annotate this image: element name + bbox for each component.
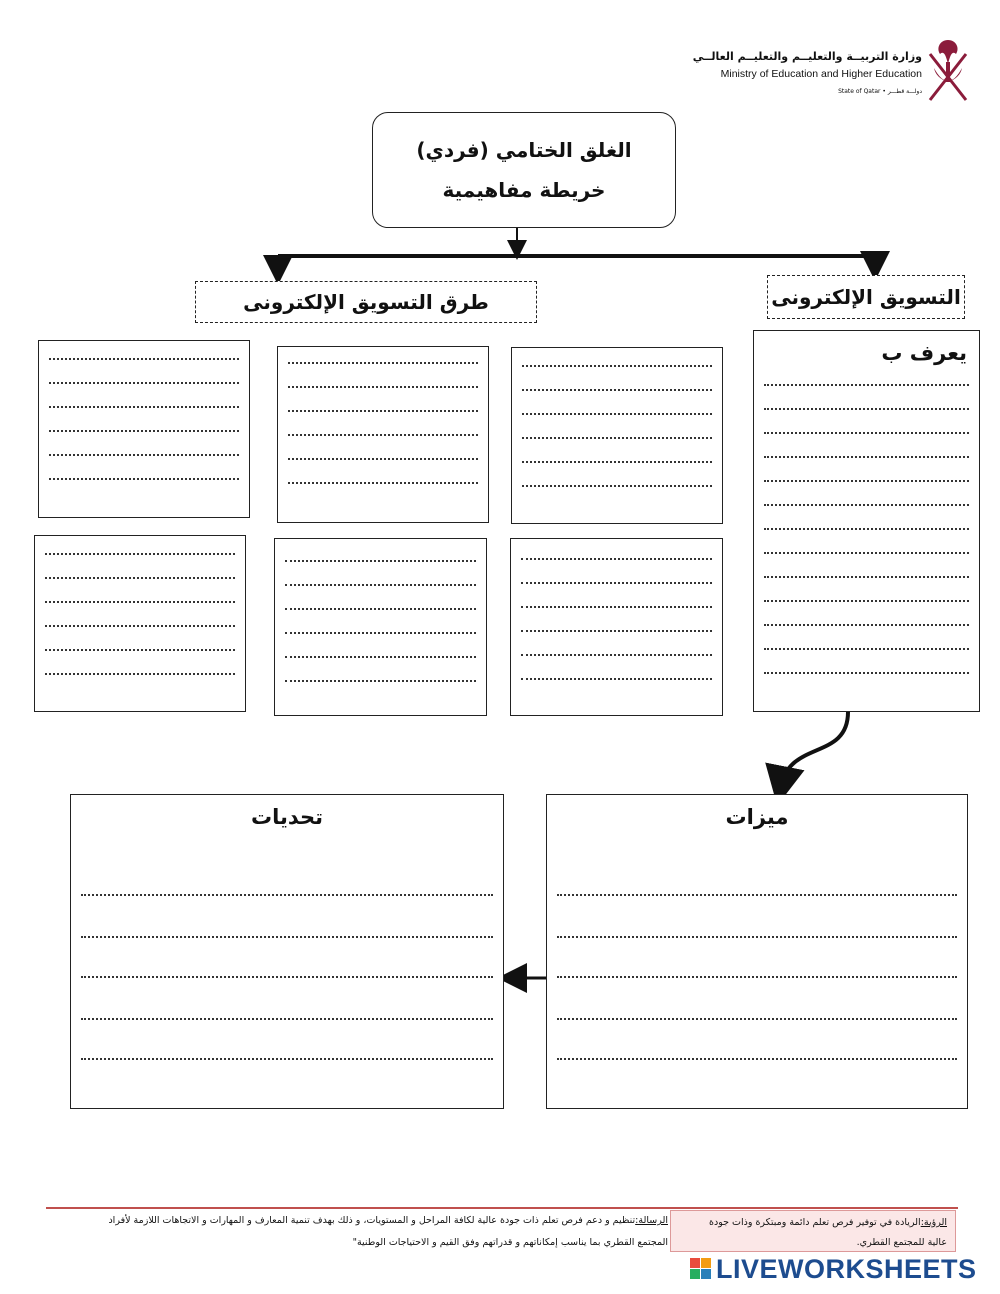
marketing-label: التسويق الإلكترونى — [771, 285, 961, 309]
definition-box[interactable] — [753, 330, 980, 712]
methods-label-box — [195, 281, 537, 323]
marketing-label-box — [767, 275, 965, 319]
mission-title: الرسالة: — [635, 1215, 668, 1226]
vision-title: الرؤية: — [920, 1217, 947, 1228]
mission-text-1: تنظيم و دعم فرص تعلم ذات جودة عالية لكافة المراحل و المستويات، و ذلك بهدف تنمية المعارف و المهارات و الاتجاهات اللازمة لأفراد — [108, 1215, 636, 1226]
method-box-4[interactable] — [34, 535, 246, 712]
vision-text-2: عالية للمجتمع القطري. — [856, 1237, 947, 1248]
state-label: State of Qatar • دولـــة قطـــر — [838, 88, 922, 95]
title-line-2: خريطة مفاهيمية — [442, 178, 606, 202]
method-box-6[interactable] — [510, 538, 723, 716]
footer-divider — [46, 1207, 958, 1209]
challenges-box[interactable] — [70, 794, 504, 1109]
method-box-1[interactable] — [38, 340, 250, 518]
ministry-name-ar: وزارة التربيــة والتعليــم والتعليــم العالــي — [692, 50, 922, 63]
vision-statement — [670, 1210, 956, 1252]
mission-statement — [48, 1210, 668, 1254]
vision-text-1: الريادة في توفير فرص تعلم دائمة ومبتكرة وذات جودة — [709, 1217, 921, 1228]
method-box-2[interactable] — [277, 346, 489, 523]
title-line-1: الغلق الختامي (فردي) — [416, 138, 632, 162]
brand-text: LIVEWORKSHEETS — [716, 1254, 977, 1284]
methods-label: طرق التسويق الإلكترونى — [243, 290, 489, 314]
liveworksheets-brand[interactable] — [690, 1254, 977, 1285]
advantages-box[interactable] — [546, 794, 968, 1109]
advantages-label: ميزات — [725, 805, 789, 829]
definition-label: يعرف ب — [881, 341, 967, 365]
method-box-5[interactable] — [274, 538, 487, 716]
mission-text-2: المجتمع القطري بما يناسب إمكاناتهم و قدراتهم وفق القيم و الاحتياجات الوطنية" — [352, 1237, 668, 1248]
ministry-name-en: Ministry of Education and Higher Education — [720, 68, 922, 80]
challenges-label: تحديات — [250, 805, 324, 829]
method-box-3[interactable] — [511, 347, 723, 524]
liveworksheets-logo-icon — [690, 1258, 712, 1280]
